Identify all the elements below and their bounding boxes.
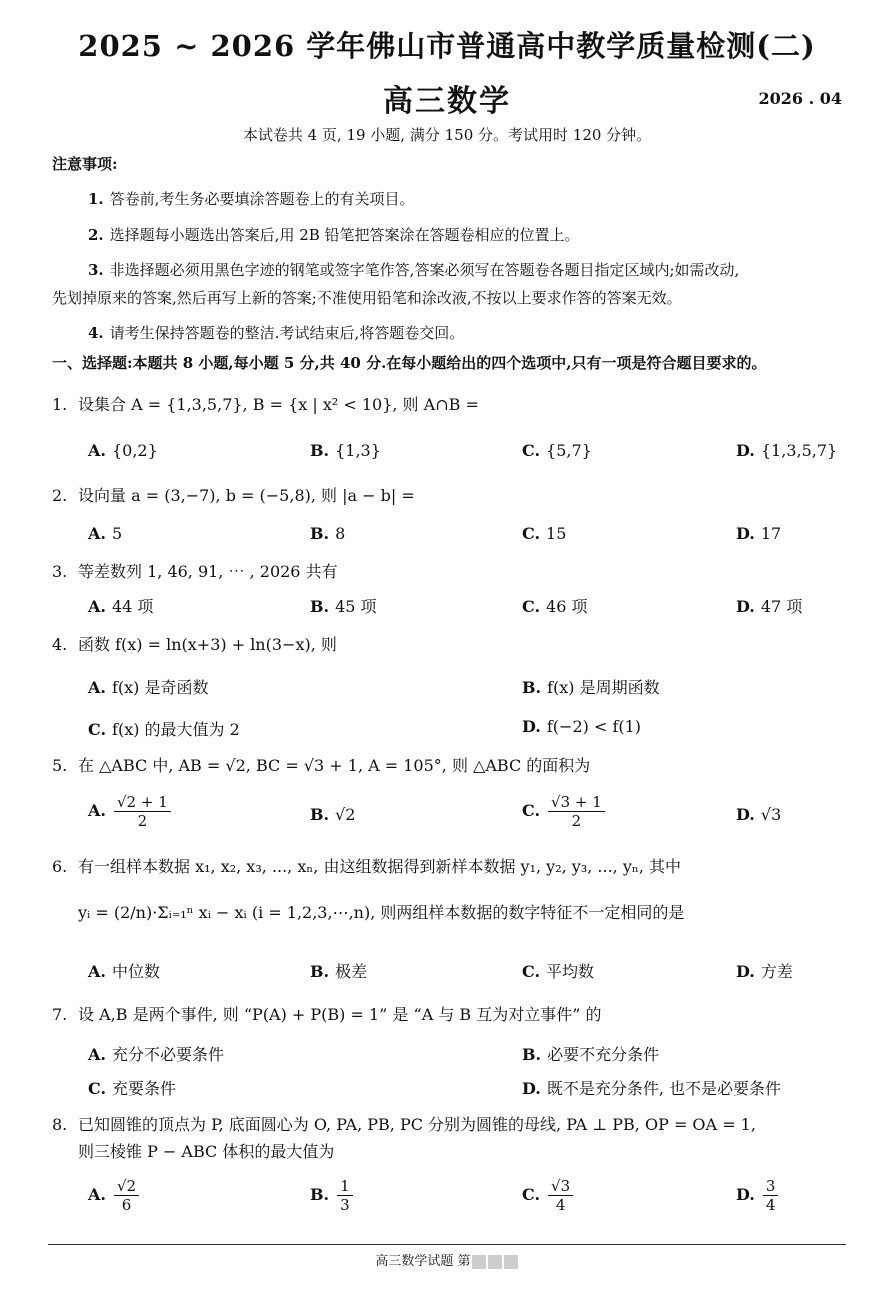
q2-option-b: B. 8: [310, 524, 346, 543]
watermark-blur: [472, 1255, 486, 1269]
q5-option-b: B. √2: [310, 805, 356, 824]
question-7: 7. 设 A,B 是两个事件, 则 “P(A) + P(B) = 1” 是 “A 与 B 互为对立事件” 的: [52, 1005, 602, 1024]
q7-option-a: A. 充分不必要条件: [88, 1045, 224, 1064]
note-item-continued: 先划掉原来的答案,然后再写上新的答案;不准使用铅笔和涂改液,不按以上要求作答的答案无效。: [52, 289, 682, 307]
exam-date: 2026 . 04: [758, 89, 842, 108]
note-item: 1. 答卷前,考生务必要填涂答题卷上的有关项目。: [88, 190, 415, 208]
q3-option-a: A. 44 项: [88, 597, 154, 616]
note-item: 3. 非选择题必须用黑色字迹的钢笔或签字笔作答,答案必须写在答题卷各题目指定区域内;如需改动,: [88, 261, 740, 279]
section-heading: 一、选择题:本题共 8 小题,每小题 5 分,共 40 分.在每小题给出的四个选项中,只有一项是符合题目要求的。: [52, 354, 767, 372]
q1-option-a: A. {0,2}: [88, 441, 158, 460]
q2-option-a: A. 5: [88, 524, 123, 543]
q2-option-d: D. 17: [736, 524, 782, 543]
page-footer: [0, 1250, 894, 1269]
q5-option-d: D. √3: [736, 805, 782, 824]
watermark-blur: [504, 1255, 518, 1269]
q5-option-c: C. $\frac{√3 + 1}{2}$: [522, 793, 607, 830]
notes-heading: 注意事项:: [52, 155, 118, 173]
question-8: 8. 已知圆锥的顶点为 P, 底面圆心为 O, PA, PB, PC 分别为圆锥的母线, PA ⊥ PB, OP = OA = 1,: [52, 1115, 756, 1134]
q8-option-d: D. $\frac{3}{4}$: [736, 1177, 780, 1214]
q4-option-b: B. f(x) 是周期函数: [522, 678, 660, 697]
q4-option-a: A. f(x) 是奇函数: [88, 678, 209, 697]
q4-option-c: C. f(x) 的最大值为 2: [88, 720, 240, 739]
question-6-formula: yᵢ = (2/n)·Σᵢ₌₁ⁿ xᵢ − xᵢ (i = 1,2,3,⋯,n), 则两组样本数据的数字特征不一定相同的是: [78, 903, 685, 922]
note-item: 4. 请考生保持答题卷的整洁.考试结束后,将答题卷交回。: [88, 324, 465, 342]
q6-option-c: C. 平均数: [522, 962, 595, 981]
q7-option-b: B. 必要不充分条件: [522, 1045, 660, 1064]
note-item: 2. 选择题每小题选出答案后,用 2B 铅笔把答案涂在答题卷相应的位置上。: [88, 226, 580, 244]
footer-divider: [48, 1244, 846, 1245]
question-3: 3. 等差数列 1, 46, 91, ⋯ , 2026 共有: [52, 562, 338, 581]
q8-option-a: A. $\frac{√2}{6}$: [88, 1177, 141, 1214]
question-1: 1. 设集合 A = {1,3,5,7}, B = {x | x² < 10}, 则 A∩B =: [52, 395, 479, 414]
q3-option-b: B. 45 项: [310, 597, 377, 616]
q1-option-c: C. {5,7}: [522, 441, 592, 460]
question-2: 2. 设向量 a = (3,−7), b = (−5,8), 则 |a − b| =: [52, 486, 415, 505]
q3-option-c: C. 46 项: [522, 597, 588, 616]
q1-option-b: B. {1,3}: [310, 441, 381, 460]
exam-info: 本试卷共 4 页, 19 小题, 满分 150 分。考试用时 120 分钟。: [242, 126, 652, 144]
question-6: 6. 有一组样本数据 x₁, x₂, x₃, ..., xₙ, 由这组数据得到新样本数据 y₁, y₂, y₃, ..., yₙ, 其中: [52, 857, 681, 876]
q2-option-c: C. 15: [522, 524, 567, 543]
footer-text: 高三数学试题 第: [375, 1254, 471, 1269]
q8-option-c: C. $\frac{√3}{4}$: [522, 1177, 575, 1214]
question-5: 5. 在 △ABC 中, AB = √2, BC = √3 + 1, A = 105°, 则 △ABC 的面积为: [52, 756, 591, 775]
exam-title: 2025 ~ 2026 学年佛山市普通高中教学质量检测(二): [78, 29, 816, 63]
q5-option-a: A. $\frac{√2 + 1}{2}$: [88, 793, 173, 830]
q3-option-d: D. 47 项: [736, 597, 803, 616]
q7-option-c: C. 充要条件: [88, 1079, 177, 1098]
q8-option-b: B. $\frac{1}{3}$: [310, 1177, 355, 1214]
q4-option-d: D. f(−2) < f(1): [522, 717, 642, 736]
q6-option-a: A. 中位数: [88, 962, 160, 981]
q7-option-d: D. 既不是充分条件, 也不是必要条件: [522, 1079, 782, 1098]
watermark-blur: [488, 1255, 502, 1269]
question-8-continued: 则三棱锥 P − ABC 体积的最大值为: [78, 1142, 335, 1161]
q6-option-b: B. 极差: [310, 962, 368, 981]
q6-option-d: D. 方差: [736, 962, 793, 981]
question-4: 4. 函数 f(x) = ln(x+3) + ln(3−x), 则: [52, 635, 337, 654]
subject-title: 高三数学: [383, 84, 511, 119]
q1-option-d: D. {1,3,5,7}: [736, 441, 838, 460]
